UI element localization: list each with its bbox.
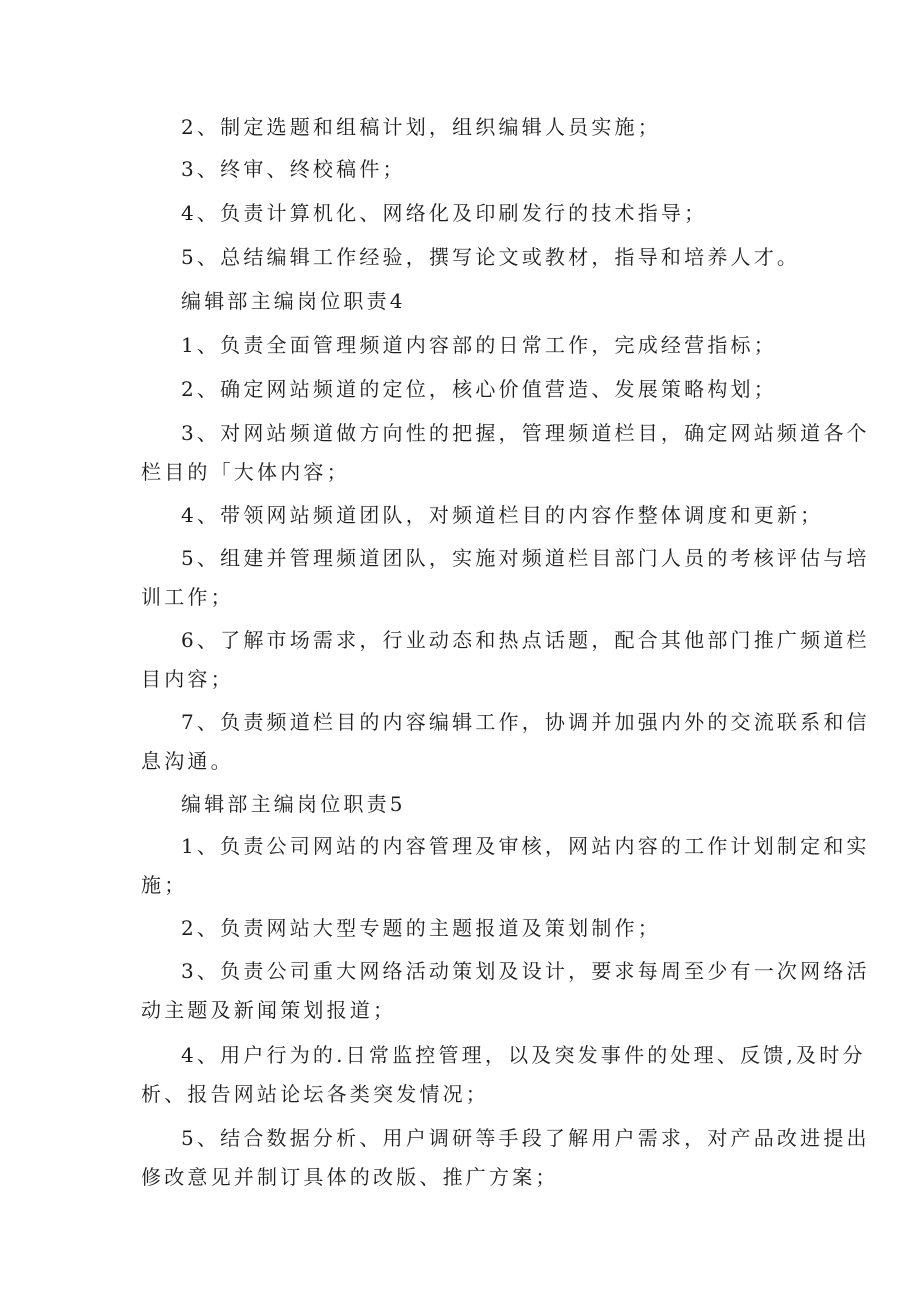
duty-item-3-events-line2: 动主题及新闻策划报道；	[141, 998, 397, 1022]
duty-item-2-special-topics: 2、负责网站大型专题的主题报道及策划制作；	[181, 916, 661, 940]
duty-item-7-editing-line1: 7、负责频道栏目的内容编辑工作，协调并加强内外的交流联系和信	[181, 710, 870, 734]
duty-item-4-tech-guidance: 4、负责计算机化、网络化及印刷发行的技术指导；	[181, 201, 708, 225]
duty-item-4-monitoring-line1: 4、用户行为的.日常监控管理，以及突发事件的处理、反馈,及时分	[181, 1043, 866, 1067]
duty-item-4-monitoring-line2: 析、报告网站论坛各类突发情况；	[141, 1082, 489, 1106]
duty-item-2-planning: 2、制定选题和组稿计划，组织编辑人员实施；	[181, 115, 661, 139]
duty-item-4-team-lead: 4、带领网站频道团队，对频道栏目的内容作整体调度和更新；	[181, 503, 824, 527]
duty-item-1-channel-management: 1、负责全面管理频道内容部的日常工作，完成经营指标；	[181, 333, 777, 357]
section-heading-5: 编辑部主编岗位职责5	[181, 792, 406, 816]
duty-item-5-analysis-line2: 修改意见并制订具体的改版、推广方案；	[141, 1165, 559, 1189]
duty-item-1-content-line2: 施；	[141, 873, 188, 897]
duty-item-3-direction-line2: 栏目的「大体内容；	[141, 460, 350, 484]
duty-item-3-events-line1: 3、负责公司重大网络活动策划及设计，要求每周至少有一次网络活	[181, 959, 870, 983]
duty-item-5-summary: 5、总结编辑工作经验，撰写论文或教材，指导和培养人才。	[181, 245, 801, 269]
duty-item-3-final-review: 3、终审、终校稿件；	[181, 157, 406, 181]
duty-item-5-team-build-line1: 5、组建并管理频道团队，实施对频道栏目部门人员的考核评估与培	[181, 546, 870, 570]
duty-item-3-direction-line1: 3、对网站频道做方向性的把握，管理频道栏目，确定网站频道各个	[181, 421, 870, 445]
duty-item-6-market-line2: 目内容；	[141, 667, 234, 691]
section-heading-4: 编辑部主编岗位职责4	[181, 289, 406, 313]
duty-item-7-editing-line2: 息沟通。	[141, 749, 234, 773]
duty-item-6-market-line1: 6、了解市场需求，行业动态和热点话题，配合其他部门推广频道栏	[181, 628, 870, 652]
duty-item-5-team-build-line2: 训工作；	[141, 585, 234, 609]
duty-item-2-positioning: 2、确定网站频道的定位，核心价值营造、发展策略构划；	[181, 377, 777, 401]
duty-item-5-analysis-line1: 5、结合数据分析、用户调研等手段了解用户需求，对产品改进提出	[181, 1126, 870, 1150]
duty-item-1-content-line1: 1、负责公司网站的内容管理及审核，网站内容的工作计划制定和实	[181, 834, 870, 858]
